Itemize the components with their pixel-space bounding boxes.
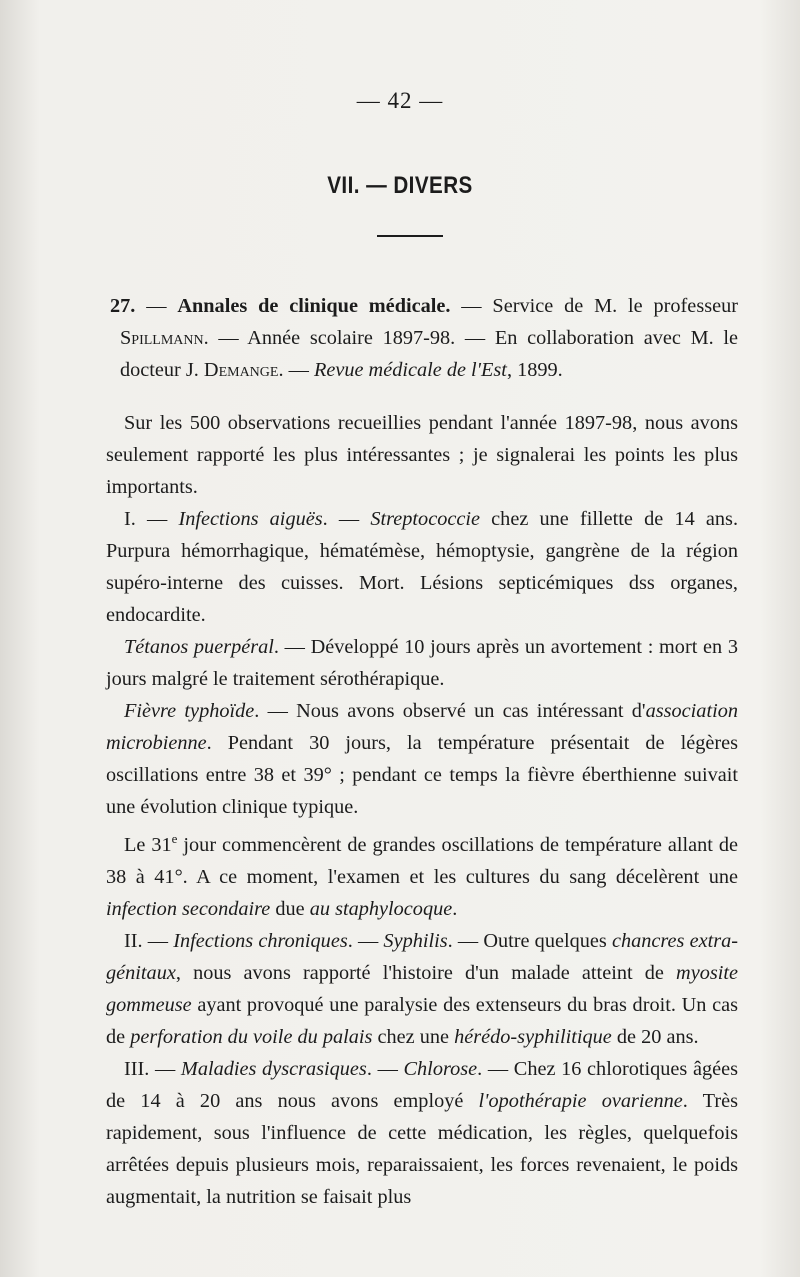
text-run: due bbox=[270, 897, 310, 920]
paragraph-intro: Sur les 500 observations recueillies pendant l'année 1897-98, nous avons seulement rapporté les plus intéressantes ; je signalerai les points les plus importants. bbox=[106, 412, 738, 498]
text-run: . Très rapidement, sous l'influence de cette médication, les règles, quelquefois arrêtées depuis plusieurs mois, reparaissaient, les forces revenaient, le poids augmentait, la nutrition se faisait plus bbox=[106, 1089, 738, 1208]
text-run: III. — bbox=[124, 1057, 181, 1080]
italic-run: myosite gommeuse bbox=[106, 961, 738, 1016]
text-run: . — Outre quelques bbox=[447, 929, 612, 952]
italic-run: Infections chroniques bbox=[173, 929, 348, 952]
entry-journal: Revue médicale de l'Est bbox=[313, 359, 507, 381]
italic-run: au staphylocoque bbox=[309, 897, 453, 920]
entry-author-1: Spillmann bbox=[120, 327, 204, 349]
text-run: chez une bbox=[372, 1025, 455, 1048]
text-run: jour commencèrent de grandes oscillations de température allant de 38 à 41°. A ce moment, l'examen et les cultures du sang décelèrent une bbox=[106, 833, 738, 888]
entry-title: Annales de clinique médicale. bbox=[177, 295, 451, 317]
paragraph-tetanos bbox=[106, 631, 738, 695]
italic-run: Syphilis bbox=[383, 929, 448, 952]
italic-run: chancres extra-génitaux bbox=[106, 929, 739, 984]
italic-run: Maladies dyscrasiques bbox=[180, 1057, 367, 1080]
paragraph-fievre-typhoide bbox=[106, 695, 738, 823]
text-run: . — bbox=[322, 508, 371, 530]
text-run: chez une fillette de 14 ans. Purpura hémorrhagique, hématémèse, hémoptysie, gangrène de la région supéro-interne des cuisses. Mort. Lésions septicémiques dss organes, endocardite. bbox=[106, 508, 739, 626]
italic-run: perforation du voile du palais bbox=[130, 1025, 373, 1048]
entry-author-2: Demange bbox=[203, 359, 279, 381]
entry-text: . — Année scolaire 1897-98. — En collaboration avec M. le docteur J. bbox=[120, 327, 738, 381]
italic-run: hérédo-syphilitique bbox=[454, 1025, 612, 1048]
title-divider bbox=[377, 235, 443, 237]
text-run: II. — bbox=[124, 929, 174, 952]
italic-run: Tétanos puerpéral bbox=[124, 636, 274, 658]
page-number: — 42 — bbox=[356, 88, 444, 113]
text-run: . — Développé 10 jours après un avortement : mort en 3 jours malgré le traitement sérothérapique. bbox=[106, 636, 738, 690]
italic-run: Infections aiguës bbox=[178, 508, 323, 530]
text-run: . — Chez 16 chlorotiques âgées de 14 à 20 ans nous avons employé bbox=[106, 1057, 739, 1112]
text-run: , nous avons rapporté l'histoire d'un malade atteint de bbox=[175, 961, 677, 984]
text-run: . — bbox=[347, 929, 384, 952]
italic-run: l'opothérapie ovarienne bbox=[478, 1089, 683, 1112]
entry-text: . — bbox=[278, 359, 314, 381]
text-run: de 20 ans. bbox=[611, 1025, 699, 1048]
paragraph-infections-chroniques bbox=[106, 925, 738, 1053]
text-run: Le 31 bbox=[124, 833, 172, 856]
body-text bbox=[106, 407, 738, 1213]
text-run: ayant provoqué une paralysie des extenseurs du bras droit. Un cas de bbox=[106, 993, 738, 1048]
section-title: VII. — DIVERS bbox=[327, 172, 473, 199]
bibliographic-entry bbox=[106, 290, 738, 386]
paragraph-maladies-dyscrasiques bbox=[106, 1053, 738, 1213]
entry-paragraph bbox=[106, 290, 738, 386]
paragraph-infections-aigues bbox=[106, 503, 738, 631]
italic-run: infection secondaire bbox=[106, 897, 271, 920]
text-run: I. — bbox=[124, 508, 179, 530]
text-run: . bbox=[452, 897, 458, 920]
entry-separator: — bbox=[135, 295, 178, 317]
text-run: . — Nous avons observé un cas intéressant d' bbox=[254, 700, 646, 722]
italic-run: association microbienne bbox=[106, 700, 738, 754]
text-run: . — bbox=[366, 1057, 404, 1080]
entry-text: — Service de M. le professeur bbox=[450, 295, 738, 317]
entry-number: 27. bbox=[110, 295, 136, 317]
entry-year: , 1899. bbox=[506, 359, 563, 381]
superscript: e bbox=[171, 831, 178, 846]
text-run: . Pendant 30 jours, la température présentait de légères oscillations entre 38 et 39° ; pendant ce temps la fièvre éberthienne suivait une évolution clinique typique. bbox=[106, 732, 738, 818]
italic-run: Fièvre typhoïde bbox=[124, 700, 255, 722]
italic-run: Streptococcie bbox=[370, 508, 480, 530]
paragraph-31e-jour bbox=[106, 823, 738, 925]
italic-run: Chlorose bbox=[403, 1057, 478, 1080]
